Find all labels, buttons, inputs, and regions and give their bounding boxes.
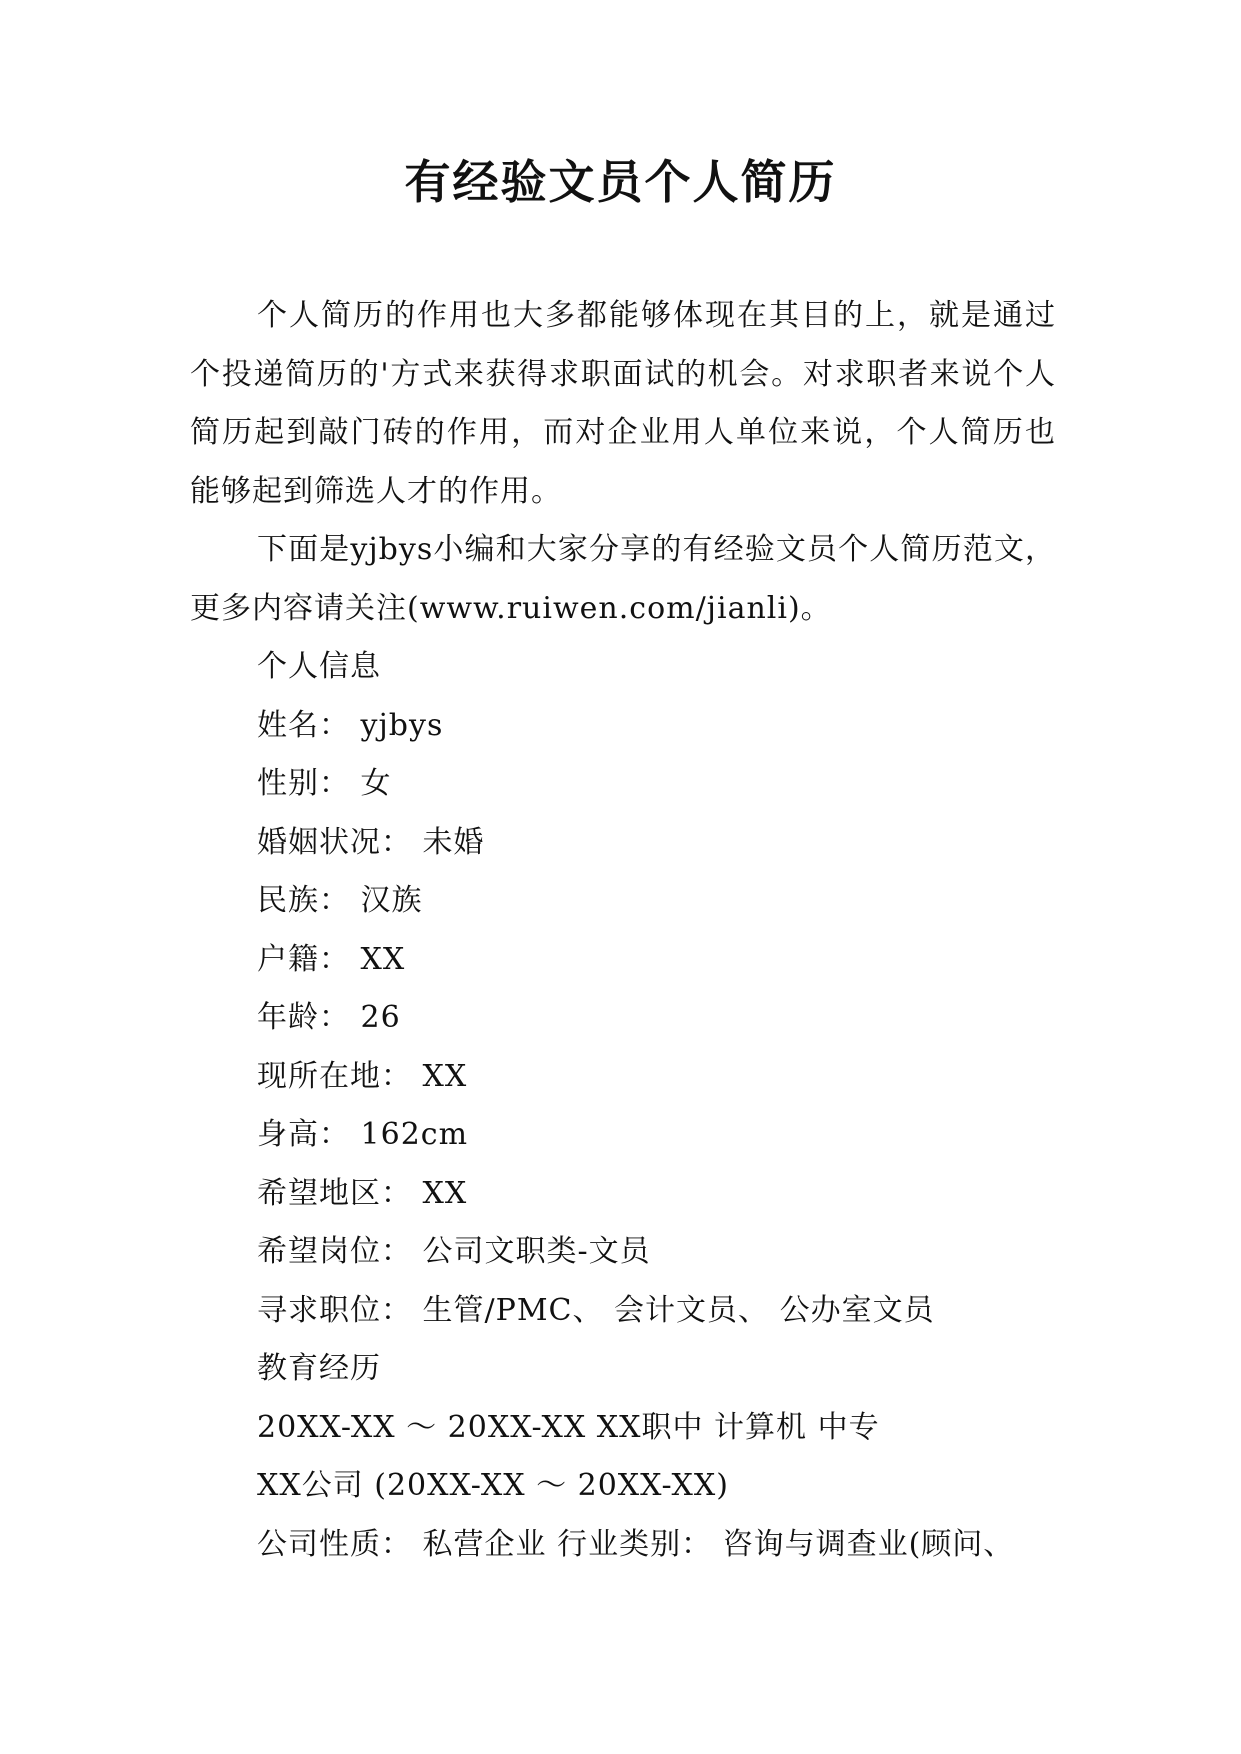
info-age: 年龄： 26 [257,1000,401,1035]
document-body [190,287,1056,1574]
info-marital-status: 婚姻状况： 未婚 [257,824,485,860]
info-household-registration: 户籍： XX [257,941,406,977]
education-entry: 20XX-XX ～ 20XX-XX XX职中 计算机 中专 [257,1409,880,1445]
work-company-details: 公司性质： 私营企业 行业类别： 咨询与调查业(顾问、 [257,1526,1015,1562]
info-current-location: 现所在地： XX [257,1058,468,1094]
info-sought-positions: 寻求职位： 生管/PMC、 会计文员、 公办室文员 [257,1292,935,1328]
info-height: 身高： 162cm [257,1117,469,1152]
intro-paragraph-1: 个人简历的作用也大多都能够体现在其目的上，就是通过个投递简历的'方式来获得求职面试的机会。对求职者来说个人简历起到敲门砖的作用，而对企业用人单位来说，个人简历也能够起到筛选人才的作用。 [190,298,1056,509]
info-name: 姓名： yjbys [257,707,444,743]
info-desired-post: 希望岗位： 公司文职类-文员 [257,1234,651,1269]
info-ethnicity: 民族： 汉族 [257,883,423,918]
info-desired-region: 希望地区： XX [257,1175,468,1211]
document-title: 有经验文员个人简历 [404,155,837,209]
info-gender: 性别： 女 [257,766,392,801]
section-heading-personal-info: 个人信息 [257,649,381,684]
work-company-entry: XX公司 (20XX-XX ～ 20XX-XX) [257,1468,729,1503]
section-heading-education: 教育经历 [257,1351,381,1386]
intro-paragraph-2: 下面是yjbys小编和大家分享的有经验文员个人简历范文，更多内容请关注(www.ruiwen.com/jianli)。 [190,532,1056,626]
